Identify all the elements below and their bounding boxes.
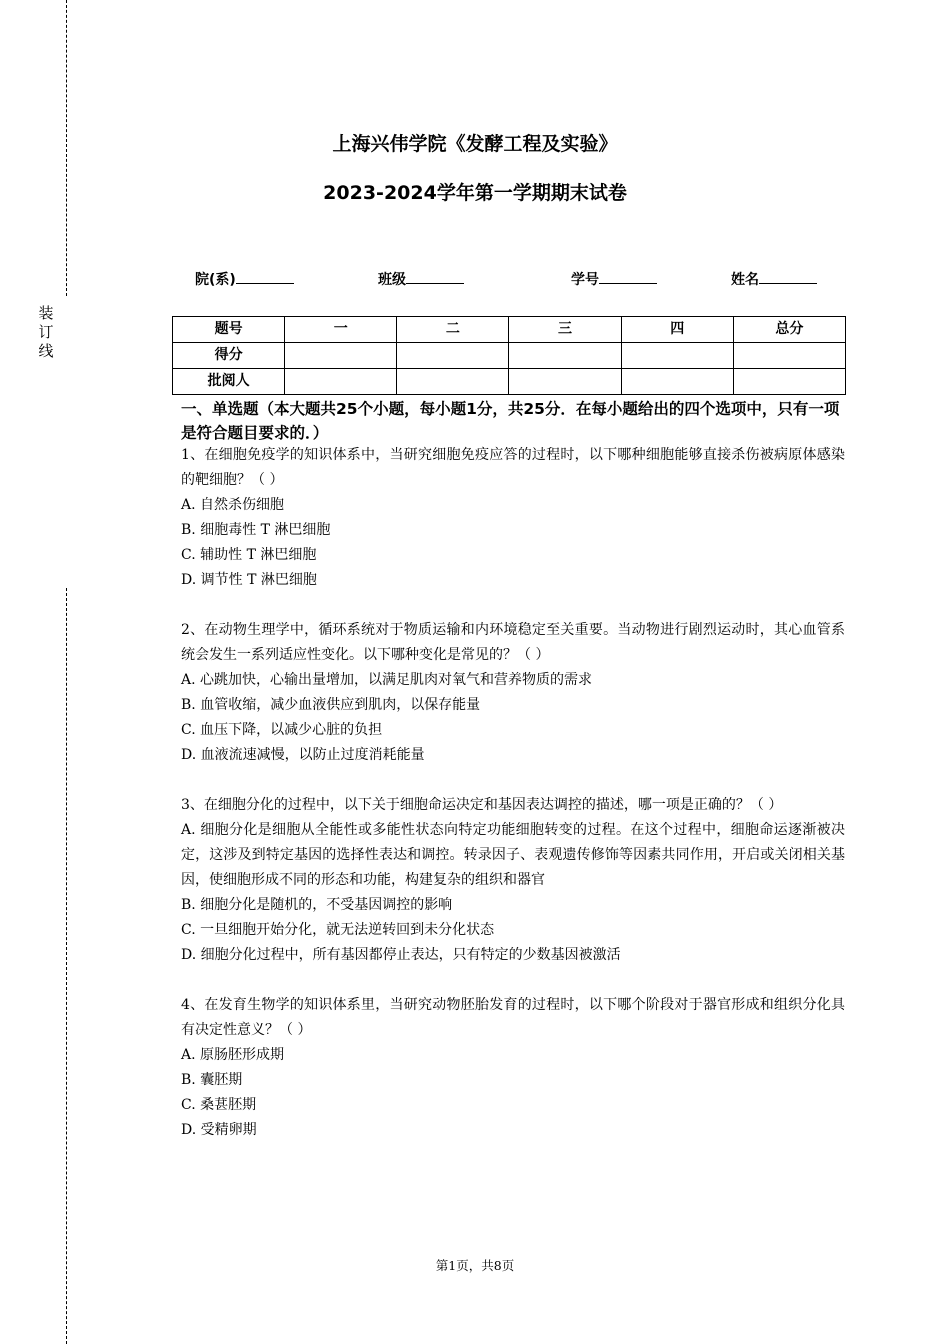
binding-label xyxy=(37,304,55,361)
answer-option[interactable]: B. 血管收缩，减少血液供应到肌肉，以保存能量 xyxy=(181,697,481,713)
score-table-header-row xyxy=(173,317,846,343)
score-row-label: 批阅人 xyxy=(173,369,285,395)
answer-option[interactable]: B. 细胞分化是随机的，不受基因调控的影响 xyxy=(181,897,453,913)
binding-char: 线 xyxy=(38,342,54,360)
score-cell[interactable] xyxy=(733,369,845,395)
blank-line xyxy=(236,268,294,284)
answer-option[interactable]: C. 一旦细胞开始分化，就无法逆转回到未分化状态 xyxy=(181,922,495,938)
score-cell[interactable] xyxy=(285,369,397,395)
binding-char: 订 xyxy=(38,323,54,341)
answer-option[interactable]: A. 心跳加快，心输出量增加，以满足肌肉对氧气和营养物质的需求 xyxy=(181,672,593,688)
score-cell[interactable] xyxy=(509,369,621,395)
answer-option[interactable]: B. 囊胚期 xyxy=(181,1072,243,1088)
answer-option[interactable]: C. 桑葚胚期 xyxy=(181,1097,257,1113)
answer-option[interactable]: D. 血液流速减慢，以防止过度消耗能量 xyxy=(181,747,425,763)
question-item xyxy=(181,618,845,768)
info-label: 姓名 xyxy=(731,272,759,288)
page-number: 第1页，共8页 xyxy=(435,1258,515,1273)
answer-option[interactable]: B. 细胞毒性 T 淋巴细胞 xyxy=(181,522,331,538)
answer-option[interactable]: D. 受精卵期 xyxy=(181,1122,257,1138)
info-field-class[interactable] xyxy=(378,268,571,291)
question-stem: 1、在细胞免疫学的知识体系中，当研究细胞免疫应答的过程时，以下哪种细胞能够直接杀伤被病原体感染的靶细胞？（ ） xyxy=(181,447,845,488)
question-stem: 4、在发育生物学的知识体系里，当研究动物胚胎发育的过程时，以下哪个阶段对于器官形成和组织分化具有决定性意义？（ ） xyxy=(181,997,845,1038)
section-heading: 一、单选题（本大题共25个小题，每小题1分，共25分．在每小题给出的四个选项中，只有一项是符合题目要求的．） xyxy=(181,400,840,442)
answer-option[interactable]: A. 细胞分化是细胞从全能性或多能性状态向特定功能细胞转变的过程。在这个过程中，细胞命运逐渐被决定，这涉及到特定基因的选择性表达和调控。转录因子、表观遗传修饰等因素共同作用，开启或关闭相关基因，使细胞形成不同的形态和功能，构建复杂的组织和器官 xyxy=(181,822,845,888)
question-stem: 2、在动物生理学中，循环系统对于物质运输和内环境稳定至关重要。当动物进行剧烈运动时，其心血管系统会发生一系列适应性变化。以下哪种变化是常见的？（ ） xyxy=(181,622,845,663)
score-cell[interactable] xyxy=(509,343,621,369)
score-row-label: 得分 xyxy=(173,343,285,369)
question-list xyxy=(181,443,845,1168)
answer-option[interactable]: A. 原肠胚形成期 xyxy=(181,1047,285,1063)
student-info-row xyxy=(195,268,835,291)
binding-char: 装 xyxy=(38,304,54,322)
blank-line xyxy=(759,268,817,284)
blank-line xyxy=(406,268,464,284)
answer-option[interactable]: D. 细胞分化过程中，所有基因都停止表达，只有特定的少数基因被激活 xyxy=(181,947,621,963)
answer-option[interactable]: A. 自然杀伤细胞 xyxy=(181,497,285,513)
question-item xyxy=(181,793,845,968)
score-cell[interactable] xyxy=(733,343,845,369)
score-table-row xyxy=(173,343,846,369)
binding-dashed-line-bottom xyxy=(66,588,67,1344)
answer-option[interactable]: C. 血压下降，以减少心脏的负担 xyxy=(181,722,383,738)
info-label: 班级 xyxy=(378,272,406,288)
score-cell[interactable] xyxy=(285,343,397,369)
blank-line xyxy=(599,268,657,284)
score-header-cell: 一 xyxy=(285,317,397,343)
score-table-row xyxy=(173,369,846,395)
exam-title-line1: 上海兴伟学院《发酵工程及实验》 xyxy=(332,133,618,155)
info-field-name[interactable] xyxy=(731,268,817,291)
info-field-department[interactable] xyxy=(195,268,378,291)
score-cell[interactable] xyxy=(621,343,733,369)
score-header-cell: 三 xyxy=(509,317,621,343)
score-header-cell: 二 xyxy=(397,317,509,343)
score-header-cell: 总分 xyxy=(733,317,845,343)
score-header-cell: 四 xyxy=(621,317,733,343)
score-cell[interactable] xyxy=(621,369,733,395)
score-table xyxy=(172,316,846,395)
answer-option[interactable]: D. 调节性 T 淋巴细胞 xyxy=(181,572,317,588)
score-header-cell: 题号 xyxy=(173,317,285,343)
score-cell[interactable] xyxy=(397,369,509,395)
info-field-student-id[interactable] xyxy=(571,268,731,291)
score-cell[interactable] xyxy=(397,343,509,369)
info-label: 院(系) xyxy=(195,272,236,288)
info-label: 学号 xyxy=(571,272,599,288)
question-stem: 3、在细胞分化的过程中，以下关于细胞命运决定和基因表达调控的描述，哪一项是正确的？（ ） xyxy=(181,797,783,813)
answer-option[interactable]: C. 辅助性 T 淋巴细胞 xyxy=(181,547,317,563)
question-item xyxy=(181,443,845,593)
exam-title-line2: 2023-2024学年第一学期期末试卷 xyxy=(323,182,627,204)
question-item xyxy=(181,993,845,1143)
